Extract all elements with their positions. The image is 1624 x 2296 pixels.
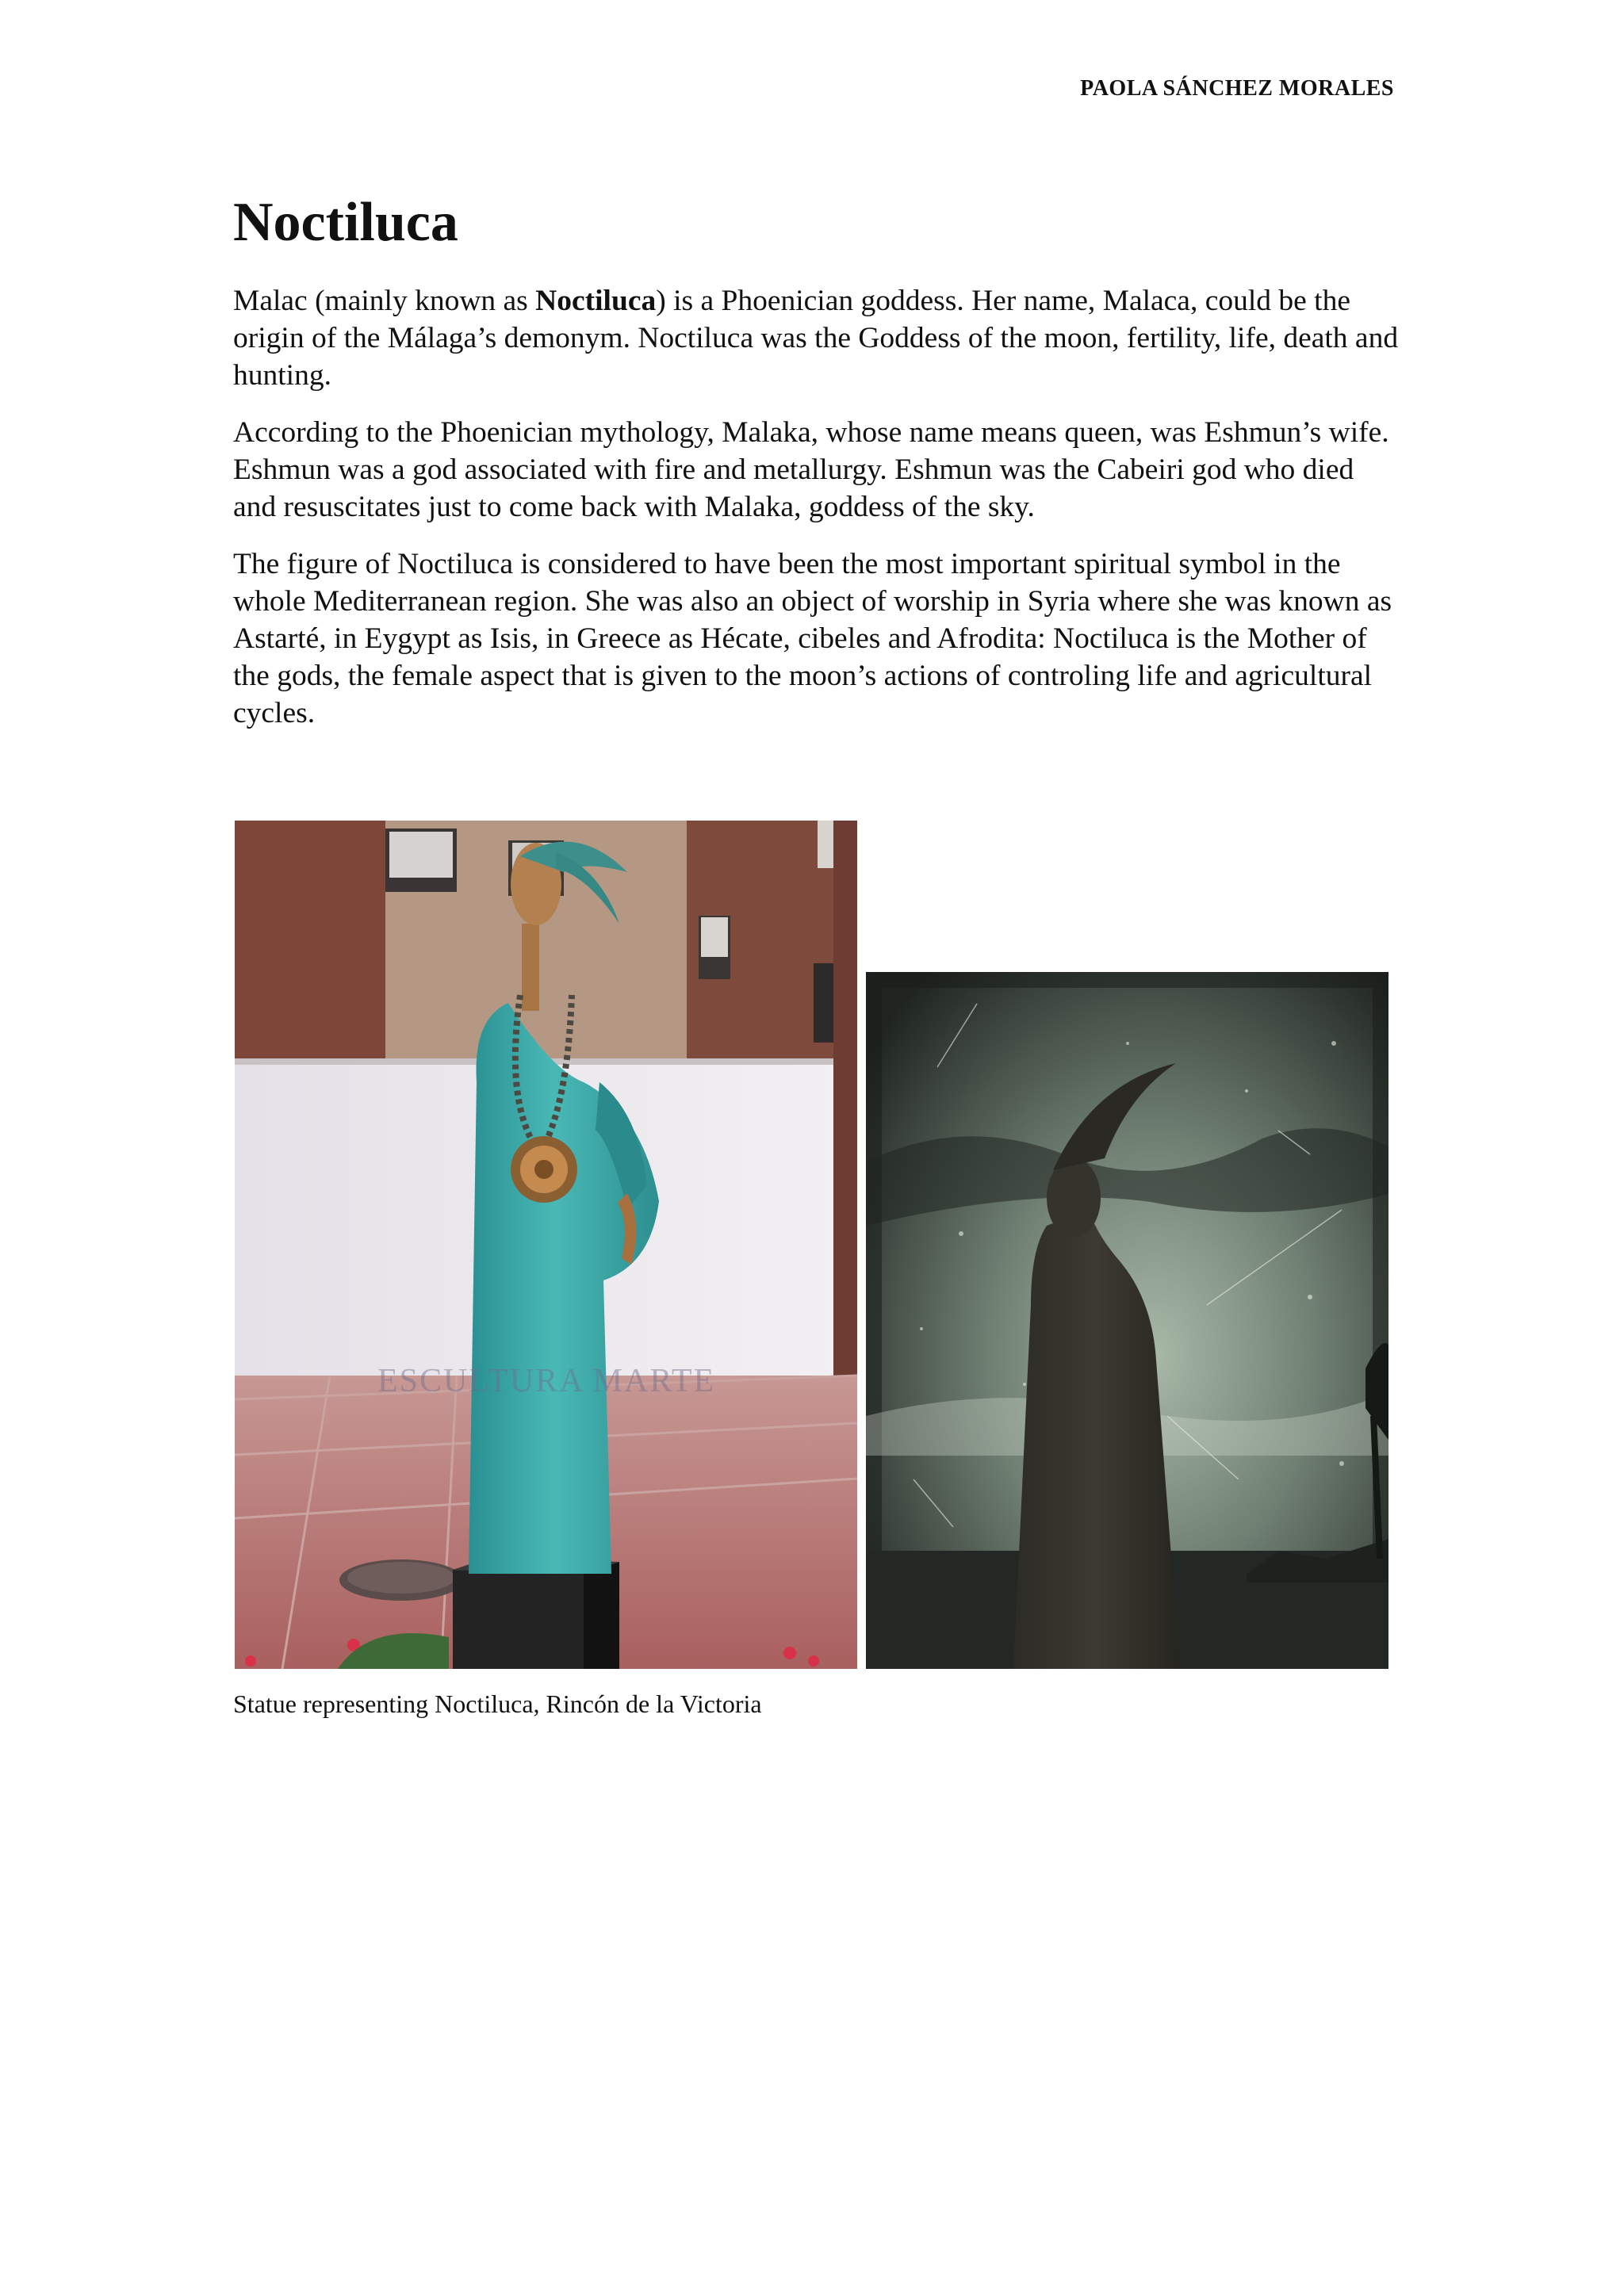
- article-body: [233, 282, 1399, 752]
- page-title: Noctiluca: [233, 192, 458, 253]
- paragraph-1-start: Malac (mainly known as: [233, 285, 536, 317]
- photo-watermark: ESCULTURA MARTE: [377, 1363, 716, 1399]
- statue-photo-daylight: [235, 821, 857, 1669]
- figure-caption: Statue representing Noctiluca, Rincón de la Victoria: [233, 1689, 762, 1718]
- paragraph-3: The figure of Noctiluca is considered to have been the most important spiritual symbol in the whole Mediterranean region. She was also an object of worship in Syria where she was known as Astarté, in Eygypt as Isis, in Greece as Hécate, cibeles and Afrodita: Noctiluca is the Mother of the gods, the female aspect that is given to the moon’s actions of controling life and agricultural cycles.: [233, 548, 1392, 729]
- paragraph-1-end: ) is a Phoenician goddess. Her name, Malaca, could be the origin of the Málaga’s demonym. Noctiluca was the Goddess of the moon, fertility, life, death and hunting.: [233, 285, 1399, 392]
- statue-photo-night: [866, 972, 1388, 1669]
- header-author: PAOLA SÁNCHEZ MORALES: [1080, 76, 1394, 101]
- paragraph-2: According to the Phoenician mythology, Malaka, whose name means queen, was Eshmun’s wife. Eshmun was a god associated with fire and metallurgy. Eshmun was the Cabeiri god who died and resuscitates just to come back with Malaka, goddess of the sky.: [233, 416, 1389, 523]
- paragraph-1: [233, 282, 1399, 394]
- paragraph-1-bold-term: Noctiluca: [535, 285, 657, 317]
